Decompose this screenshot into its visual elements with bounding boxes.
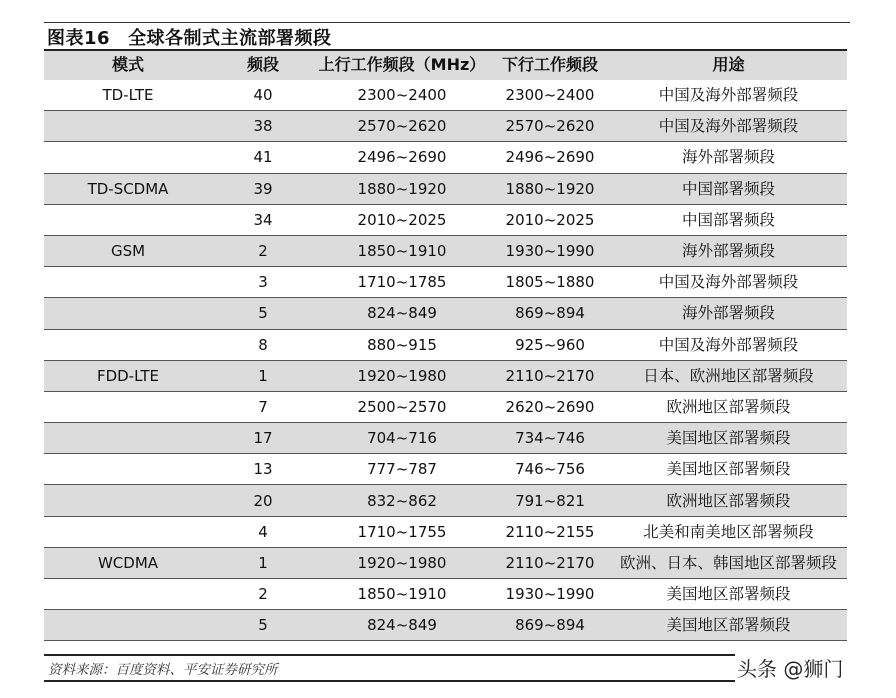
cell-uplink: 2010~2025 [357, 210, 447, 229]
cell-usage: 中国及海外部署频段 [658, 335, 799, 354]
cell-uplink: 2570~2620 [357, 117, 447, 136]
cell-band: 2 [258, 585, 268, 604]
cell-downlink: 791~821 [515, 491, 585, 510]
cell-usage: 海外部署频段 [681, 242, 775, 261]
table-row [44, 298, 847, 329]
cell-downlink: 869~894 [515, 304, 585, 323]
cell-usage: 北美和南美地区部署频段 [643, 522, 814, 541]
header-usage: 用途 [712, 55, 745, 74]
cell-band: 17 [253, 429, 273, 448]
cell-band: 1 [258, 553, 268, 572]
bottom-rule-2 [44, 680, 844, 682]
cell-uplink: 824~849 [367, 304, 437, 323]
table-row [44, 236, 847, 267]
cell-band: 3 [258, 273, 268, 292]
cell-mode: GSM [110, 242, 146, 261]
table-row [44, 610, 847, 641]
cell-usage: 中国及海外部署频段 [658, 273, 799, 292]
table-row [44, 205, 847, 236]
cell-uplink: 880~915 [367, 335, 437, 354]
cell-downlink: 869~894 [515, 616, 585, 635]
source-note: 资料来源：百度资料、平安证券研究所 [48, 662, 278, 678]
cell-uplink: 1920~1980 [357, 553, 447, 572]
table-row [44, 485, 847, 516]
table-row [44, 454, 847, 485]
table-row [44, 361, 847, 392]
cell-uplink: 1710~1755 [357, 522, 447, 541]
cell-band: 41 [253, 148, 273, 167]
cell-uplink: 1850~1910 [357, 585, 447, 604]
table-row [44, 174, 847, 205]
cell-band: 8 [258, 335, 268, 354]
cell-mode: TD-LTE [102, 86, 154, 105]
cell-downlink: 2570~2620 [505, 117, 595, 136]
cell-downlink: 925~960 [515, 335, 585, 354]
bottom-rule [44, 654, 844, 656]
cell-uplink: 704~716 [367, 429, 437, 448]
cell-usage: 海外部署频段 [681, 148, 775, 167]
cell-downlink: 2110~2155 [505, 522, 595, 541]
cell-band: 39 [253, 179, 273, 198]
cell-band: 1 [258, 366, 268, 385]
cell-uplink: 832~862 [367, 491, 437, 510]
table-row [44, 80, 847, 111]
cell-usage: 中国部署频段 [681, 210, 775, 229]
cell-downlink: 746~756 [515, 460, 585, 479]
cell-mode: TD-SCDMA [87, 179, 169, 198]
figure-title [47, 24, 332, 50]
cell-mode: FDD-LTE [96, 366, 160, 385]
cell-downlink: 1930~1990 [505, 585, 595, 604]
cell-usage: 海外部署频段 [681, 304, 775, 323]
header-uplink: 上行工作频段（MHz） [318, 55, 486, 74]
cell-downlink: 1805~1880 [505, 273, 595, 292]
cell-band: 7 [258, 397, 268, 416]
cell-band: 20 [253, 491, 273, 510]
cell-usage: 美国地区部署频段 [666, 585, 791, 604]
table-row [44, 111, 847, 142]
cell-usage: 中国及海外部署频段 [658, 117, 799, 136]
cell-usage: 日本、欧洲地区部署频段 [643, 366, 814, 385]
cell-uplink: 1880~1920 [357, 179, 447, 198]
cell-uplink: 2300~2400 [357, 86, 447, 105]
cell-band: 13 [253, 460, 273, 479]
cell-uplink: 824~849 [367, 616, 437, 635]
table-row [44, 423, 847, 454]
cell-downlink: 2010~2025 [505, 210, 595, 229]
frequency-table [44, 49, 847, 641]
cell-band: 5 [258, 616, 268, 635]
cell-usage: 美国地区部署频段 [666, 616, 791, 635]
cell-usage: 美国地区部署频段 [666, 460, 791, 479]
cell-downlink: 2110~2170 [505, 366, 595, 385]
table-row [44, 267, 847, 298]
cell-usage: 欧洲地区部署频段 [666, 397, 791, 416]
cell-band: 40 [253, 86, 273, 105]
cell-downlink: 1930~1990 [505, 242, 595, 261]
table-row [44, 517, 847, 548]
cell-band: 5 [258, 304, 268, 323]
cell-downlink: 734~746 [515, 429, 585, 448]
cell-usage: 中国部署频段 [681, 179, 775, 198]
cell-downlink: 1880~1920 [505, 179, 595, 198]
cell-uplink: 2500~2570 [357, 397, 447, 416]
table-row [44, 548, 847, 579]
cell-uplink: 777~787 [367, 460, 437, 479]
figure-number: 图表16 [47, 28, 111, 49]
table-row [44, 142, 847, 173]
cell-uplink: 1710~1785 [357, 273, 447, 292]
cell-usage: 中国及海外部署频段 [658, 86, 799, 105]
table-header [44, 51, 847, 80]
top-rule [44, 22, 850, 23]
table-row [44, 330, 847, 361]
cell-usage: 美国地区部署频段 [666, 429, 791, 448]
cell-usage: 欧洲地区部署频段 [666, 491, 791, 510]
cell-uplink: 2496~2690 [357, 148, 447, 167]
header-downlink: 下行工作频段 [501, 55, 598, 74]
header-band: 频段 [246, 55, 279, 74]
cell-downlink: 2496~2690 [505, 148, 595, 167]
watermark: 头条 @狮门 [735, 653, 845, 682]
cell-uplink: 1920~1980 [357, 366, 447, 385]
cell-band: 4 [258, 522, 268, 541]
cell-downlink: 2110~2170 [505, 553, 595, 572]
cell-downlink: 2620~2690 [505, 397, 595, 416]
header-mode: 模式 [111, 55, 144, 74]
cell-band: 38 [253, 117, 273, 136]
cell-mode: WCDMA [97, 553, 159, 572]
cell-uplink: 1850~1910 [357, 242, 447, 261]
table-row [44, 579, 847, 610]
table-row [44, 392, 847, 423]
cell-downlink: 2300~2400 [505, 86, 595, 105]
cell-band: 2 [258, 242, 268, 261]
figure-caption: 全球各制式主流部署频段 [128, 28, 332, 49]
cell-usage: 欧洲、日本、韩国地区部署频段 [619, 553, 837, 572]
cell-band: 34 [253, 210, 273, 229]
